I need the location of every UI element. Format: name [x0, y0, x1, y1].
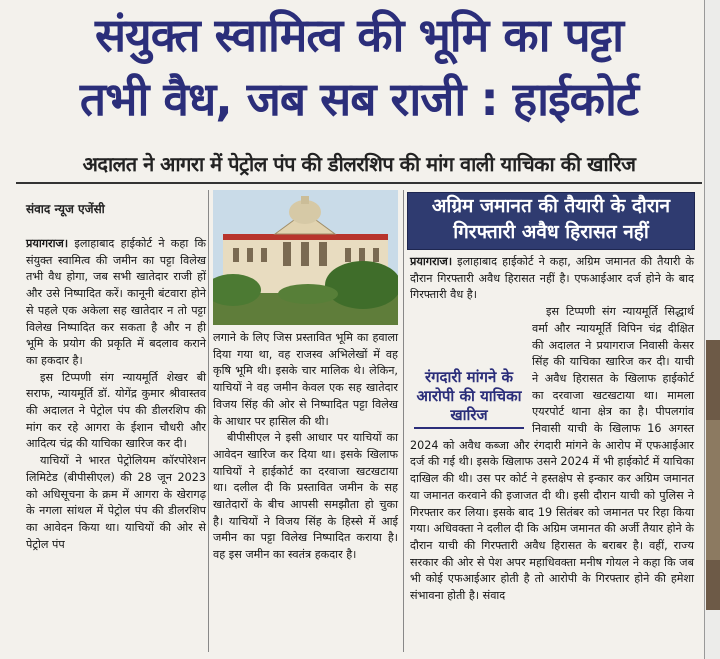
dateline: प्रयागराज। [26, 237, 69, 250]
col2-paragraph-2: बीपीसीएल ने इसी आधार पर याचियों का आवेदन खारिज कर दिया था। इसके खिलाफ याचियों ने हाईकोर्ट का दरवाजा खटखटाया था। दलील दी कि प्रस्तावित जमीन के सह खातेदारों के बीच आपसी समझौता हो चुका है। याचियों ने विजय सिंह के हिस्से में आई जमीन का पट्टा विलेख निष्पादित कराया है। वह इस जमीन का स्वतंत्र हकदार है। [213, 431, 398, 562]
sidebar-story-body [410, 254, 694, 605]
column-divider-2 [403, 190, 404, 652]
subheadline: अदालत ने आगरा में पेट्रोल पंप की डीलरशिप की मांग वाली याचिका की खारिज [82, 152, 636, 176]
sidebar-paragraph-2: इस टिप्पणी संग न्यायमूर्ति सिद्धार्थ वर्मा और न्यायमूर्ति विपिन चंद्र दीक्षित की अदालत ने प्रयागराज निवासी केसर सिंह की याचिका खारिज कर दी। याची ने अवैध हिरासत के खिलाफ हाईकोर्ट का दरवाजा खटखटाया था। मामला एयरपोर्ट थाना क्षेत्र का है। पीपलगांव निवासी याची के खिलाफ 16 अगस्त 2024 को अवैध कब्जा और रंगदारी मांगने के आरोप में एफआईआर दर्ज की गई थी। इसके खिलाफ उसने 2024 में भी हाईकोर्ट में याचिका दाखिल की थी। उस पर कोर्ट ने हस्तक्षेप से इन्कार कर अग्रिम जमानत या जमानत करवाने की इजाजत दी थी। इसी दौरान याची को पुलिस ने गिरफ्तार कर लिया। इसके बाद 19 सितंबर को जमानत पर रिहा किया गया। अधिवक्ता ने दलील दी कि अग्रिम जमानत की अर्जी तैयार होने के दौरान याची की गिरफ्तारी अवैध हिरासत के बराबर है। वहीं, राज्य सरकार की ओर से पेश अपर महाधिवक्ता मनीष गोयल ने कहा कि जब भी कोई एफआईआर होती है तो आरोपी के गिरफ्तार होने की हमेशा संभावना होती है। [410, 305, 694, 603]
high-court-photo [213, 190, 398, 325]
sidebar-headline-line-2: गिरफ्तारी अवैध हिरासत नहीं [453, 221, 649, 243]
sidebar-dateline: प्रयागराज। [410, 255, 453, 268]
col1-paragraph-1: इलाहाबाद हाईकोर्ट ने कहा कि संयुक्त स्वामित्व की जमीन का पट्टा विलेख तभी वैध होगा, जब सभी खातेदार राजी हों और उसे निष्पादित करें। कानूनी बंटवारा होने से पहले एक अकेला सह खातेदार न तो पट्टा विलेख निष्पादित कर सकता है और न ही भूमि के प्रयोग की प्रकृति में बदलाव कराने का हकदार है। [26, 237, 206, 367]
sidebar-headline-box [407, 192, 695, 250]
byline: संवाद न्यूज एजेंसी [26, 202, 105, 216]
adjacent-page-photo-detail [706, 420, 720, 560]
col1-paragraph-2: इस टिप्पणी संग न्यायमूर्ति शेखर बी सराफ, न्यायमूर्ति डॉ. योगेंद्र कुमार श्रीवास्तव की अदालत ने पेट्रोल पंप की डीलरशिप की मांग कर रहे आगरा के ईशान चौधरी और आदित्य चंद्र की याचिका खारिज कर दी। [26, 370, 206, 451]
pull-quote-underline [414, 427, 524, 429]
sidebar-paragraph-1: इलाहाबाद हाईकोर्ट ने कहा, अग्रिम जमानत की तैयारी के दौरान गिरफ्तारी अवैध हिरासत नहीं है। एफआईआर दर्ज होने के बाद गिरफ्तारी वैध है। [410, 255, 694, 302]
col1-paragraph-3: याचियों ने भारत पेट्रोलियम कॉरपोरेशन लिमिटेड (बीपीसीएल) की 28 जून 2023 को अधिसूचना के क्रम में आगरा के खेरागढ़ के नगला सांथल में पेट्रोल पंप की डीलरशिप का आवेदन किया था। याचियों की ओर से पेट्रोल पंप [26, 454, 206, 551]
headline-line-2: तभी वैध, जब सब राजी : हाईकोर्ट [79, 72, 639, 126]
column-divider-1 [208, 190, 209, 652]
col2-paragraph-1: लगाने के लिए जिस प्रस्तावित भूमि का हवाला दिया गया था, वह राजस्व अभिलेखों में वह कृषि भूमि थी। इसके चार मालिक थे। लेकिन, याचियों ने वह जमीन केवल एक सह खातेदार विजय सिंह की ओर से निष्पादित पट्टा विलेख के आधार पर हासिल की थी। [213, 331, 398, 428]
pull-quote [410, 368, 528, 425]
pull-quote-text: रंगदारी मांगने के आरोपी की याचिका खारिज [416, 368, 522, 424]
article-column-2 [213, 330, 398, 564]
headline-divider [16, 182, 702, 184]
sidebar-signoff: संवाद [482, 589, 506, 603]
sidebar-headline-line-1: अग्रिम जमानत की तैयारी के दौरान [431, 195, 671, 217]
article-column-1 [26, 236, 206, 553]
high-court-building-illustration [213, 190, 398, 325]
headline-line-1: संयुक्त स्वामित्व की भूमि का पट्टा [94, 8, 624, 62]
